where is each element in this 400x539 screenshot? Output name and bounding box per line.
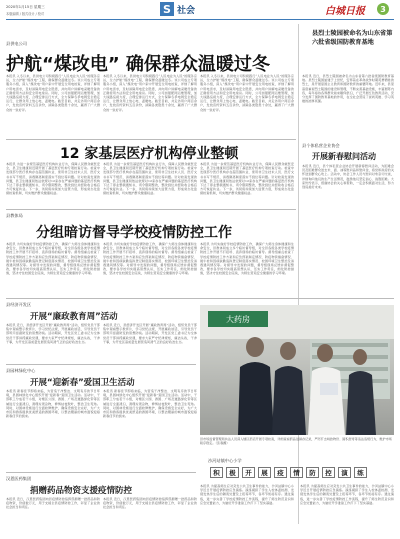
- article1-kicker: 县供电公司: [6, 41, 27, 46]
- banner-char: 演: [338, 467, 351, 478]
- article4-kicker: 县经济开发区: [6, 302, 32, 307]
- banner-char: 控: [322, 467, 335, 478]
- banner-char: 积: [210, 467, 223, 478]
- banner-char: 疫: [274, 467, 287, 478]
- sidebar2-headline: 开展新春慰问活动: [312, 152, 376, 161]
- section-letter: S: [160, 2, 174, 16]
- article1-headline: 护航“煤改电” 确保群众温暖过冬: [6, 54, 270, 75]
- article6-body-col1: 本报讯 近日，汉恩医药集团向县疫情防控指挥部捐赠一批药品和防疫物资，价值数万元，用于支援全县疫情防控工作，彰显了企业的社会担当和责任。: [6, 497, 100, 510]
- article2-body-col2: 本报讯 为进一步规范基层医疗机构执业行为，保障人民群众就医安全，县卫生健康局近期开展了基层医疗机构专项检查行动。检查中发现部分医疗机构存在超范围执业、使用非卫生技术人员、医疗文书书写不规范、消毒隔离制度落实不到位等问题。针对检查发现的问题，县卫生健康局依法依规对12家存在严重问题的基层医疗机构下达了停业整顿通知书，责令限期整改，整改到位并经验收合格后方可恢复执业。下一步，该局将持续加大监管力度，形成常态化监督检查机制，切实维护群众健康权益。: [103, 162, 197, 196]
- article2-body-col3: 本报讯 为进一步规范基层医疗机构执业行为，保障人民群众就医安全，县卫生健康局近期开展了基层医疗机构专项检查行动。检查中发现部分医疗机构存在超范围执业、使用非卫生技术人员、医疗文书书写不规范、消毒隔离制度落实不到位等问题。针对检查发现的问题，县卫生健康局依法依规对12家存在严重问题的基层医疗机构下达了停业整顿通知书，责令限期整改，整改到位并经验收合格后方可恢复执业。下一步，该局将持续加大监管力度，形成常态化监督检查机制，切实维护群众健康权益。: [200, 162, 294, 196]
- news-photo: [200, 305, 394, 435]
- article5-body-col2: 本报讯 新春佳节即将来临，为营造干净整洁、文明有序的节日环境，县园林绿化中心组织开展“迎新春”爱国卫生活动。活动中，干部职工分成若干小组，对辖区公园、游园、广场及道路绿化带等区域进行全面清扫，清理垃圾杂物，修剪枯枝败叶，整治卫生死角。同时，对园林设施进行全面检修维护，确保设施安全完好，为广大市民和游客提供优美舒适的游园环境，以整洁靓丽的城市面貌迎接新春佳节的到来。: [103, 389, 197, 419]
- article6-headline: 捐赠药品物资支援疫情防控: [30, 486, 133, 496]
- pharmacy-sign-text: 大药房: [226, 315, 250, 324]
- article4-body-col2: 本报讯 近日，县经济开发区开展“廉政教育周”活动，组织党员干部集中观看警示教育片，学习党纪法规，开展廉政谈话，引导党员干部筑牢拒腐防变的思想防线。活动期间，开发区党工委书记为全体党员干部讲授廉政党课，要求大家严守纪律规矩，廉洁从政，干净干事，为开发区高质量发展营造风清气正的良好政治生态。: [103, 323, 197, 344]
- article7-body-col2: 本报讯 为提高师生应对突发公共卫生事件的能力，沙河站镇中心小学近日开展疫情防控应急演练。演练模拟了学生入校体温检测、发现发热学生后的隔离处置及上报等环节，各环节衔接有序。通过演练，进一步完善了学校疫情防控工作流程，提升了师生防范意识和应急处置能力，为做好开学准备工作打下了坚实基础。: [300, 484, 394, 505]
- article3-kicker: 县教体局: [6, 213, 23, 218]
- banner-char: 极: [226, 467, 239, 478]
- banner-char: 展: [258, 467, 271, 478]
- article1-body-col2: 本报讯 入冬以来，县供电公司积极践行“人民电业为人民”的服务宗旨，全力护航“煤改电”工程，确保群众温暖过冬。该公司成立专项服务小组，深入“煤改电”用户家中开展安全用电检查，详细了解用户用电需求，及时消除用电安全隐患，并向用户讲解电采暖设备的正确使用方法和安全用电常识。同时，公司加强配网运维管理，加大线路巡视力度，合理安排运行方式，全力保障冬季电网安全稳定运行，让群众用上放心电、温暖电。截至目前，共走访用户两百余户，发放宣传资料五百余份，消除各类隐患十余处，赢得了广大群众的一致好评。: [103, 74, 197, 112]
- section-rule: [6, 298, 394, 299]
- article2-body-col1: 本报讯 为进一步规范基层医疗机构执业行为，保障人民群众就医安全，县卫生健康局近期开展了基层医疗机构专项检查行动。检查中发现部分医疗机构存在超范围执业、使用非卫生技术人员、医疗文书书写不规范、消毒隔离制度落实不到位等问题。针对检查发现的问题，县卫生健康局依法依规对12家存在严重问题的基层医疗机构下达了停业整顿通知书，责令限期整改，整改到位并经验收合格后方可恢复执业。下一步，该局将持续加大监管力度，形成常态化监督检查机制，切实维护群众健康权益。: [6, 162, 100, 196]
- article6-kicker: 汉恩医药集团: [6, 476, 32, 481]
- article6-body-col2: 本报讯 近日，汉恩医药集团向县疫情防控指挥部捐赠一批药品和防疫物资，价值数万元，用于支援全县疫情防控工作，彰显了企业的社会担当和责任。: [103, 497, 197, 510]
- page-number: 3: [377, 3, 389, 15]
- article5-headline: 开展“迎新春”爱国卫生活动: [30, 378, 135, 388]
- article4-headline: 开展“廉政教育周”活动: [30, 312, 118, 322]
- banner-char: 练: [354, 467, 367, 478]
- section-rule: [6, 364, 196, 365]
- article7-body-col1: 本报讯 为提高师生应对突发公共卫生事件的能力，沙河站镇中心小学近日开展疫情防控应急演练。演练模拟了学生入校体温检测、发现发热学生后的隔离处置及上报等环节，各环节衔接有序。通过演练，进一步完善了学校疫情防控工作流程，提升了师生防范意识和应急处置能力，为做好开学准备工作打下了坚实基础。: [200, 484, 294, 505]
- article3-body-col3: 本报讯 为切实做好学校疫情防控工作，确保广大师生身体健康和生命安全，县教体局成立多个暗访督导组，对全县各级各类学校疫情防控工作开展不打招呼、直奔现场的暗访督导。督导组重点检查了学校疫情防控工作方案和应急预案制定情况、防疫物资储备情况、晨午检和因病缺勤追踪登记制度落实情况、校园环境卫生整治及消毒通风情况等。对督导中发现的问题，督导组现场反馈并督促整改，要求各学校切实提高思想认识，压实工作责任，细化防控措施，坚决守住校园安全底线，为师生营造安全健康的学习环境。: [200, 242, 294, 276]
- section-rule: [6, 139, 296, 140]
- masthead-rule: [6, 19, 394, 20]
- section-rule: [6, 209, 296, 210]
- article3-headline: 分组暗访督导学校疫情防控工作: [36, 225, 232, 241]
- masthead-editors: 本版编辑 / 版式设计 / 校对: [6, 12, 45, 16]
- article7-headline-banner: [210, 467, 367, 478]
- sidebar2-body: 本报讯 近日，县个体私营企业协会开展新春慰问活动，为困难会员及困难群众送去米、面、油等慰问品和慰问金，将党和政府的关怀送到群众心坎上。活动中，协会工作人员与慰问对象亲切交谈，详细询问他们的生产生活情况，鼓励他们坚定信心、战胜困难。大家纷纷表示，感谢协会的关心和帮助，一定会积极面对生活，努力创造美好未来。: [302, 164, 394, 190]
- article4-body-col1: 本报讯 近日，县经济开发区开展“廉政教育周”活动，组织党员干部集中观看警示教育片，学习党纪法规，开展廉政谈话，引导党员干部筑牢拒腐防变的思想防线。活动期间，开发区党工委书记为全体党员干部讲授廉政党课，要求大家严守纪律规矩，廉洁从政，干净干事，为开发区高质量发展营造风清气正的良好政治生态。: [6, 323, 100, 344]
- article5-body-col1: 本报讯 新春佳节即将来临，为营造干净整洁、文明有序的节日环境，县园林绿化中心组织开展“迎新春”爱国卫生活动。活动中，干部职工分成若干小组，对辖区公园、游园、广场及道路绿化带等区域进行全面清扫，清理垃圾杂物，修剪枯枝败叶，整治卫生死角。同时，对园林设施进行全面检修维护，确保设施安全完好，为广大市民和游客提供优美舒适的游园环境，以整洁靓丽的城市面貌迎接新春佳节的到来。: [6, 389, 100, 419]
- article2-headline: 12 家基层医疗机构停业整顿: [60, 146, 239, 162]
- sidebar2-kicker: 县个体私营企业协会: [302, 143, 340, 148]
- photo-caption: 县市场监督管理局执法人员深入辖区药店开展专项检查，详细查看药品进销存记录，严厉打击哄抬物价、囤积居奇等违法违规行为，维护市场秩序稳定。（张春摄）: [200, 437, 392, 446]
- pharmacy-inspection-photo: [200, 305, 394, 435]
- article3-body-col1: 本报讯 为切实做好学校疫情防控工作，确保广大师生身体健康和生命安全，县教体局成立多个暗访督导组，对全县各级各类学校疫情防控工作开展不打招呼、直奔现场的暗访督导。督导组重点检查了学校疫情防控工作方案和应急预案制定情况、防疫物资储备情况、晨午检和因病缺勤追踪登记制度落实情况、校园环境卫生整治及消毒通风情况等。对督导中发现的问题，督导组现场反馈并督促整改，要求各学校切实提高思想认识，压实工作责任，细化防控措施，坚决守住校园安全底线，为师生营造安全健康的学习环境。: [6, 242, 100, 276]
- article7-kicker: 沙河站镇中心小学: [208, 458, 242, 463]
- article5-kicker: 县园林绿化中心: [6, 368, 36, 373]
- article1-body-col1: 本报讯 入冬以来，县供电公司积极践行“人民电业为人民”的服务宗旨，全力护航“煤改电”工程，确保群众温暖过冬。该公司成立专项服务小组，深入“煤改电”用户家中开展安全用电检查，详细了解用户用电需求，及时消除用电安全隐患，并向用户讲解电采暖设备的正确使用方法和安全用电常识。同时，公司加强配网运维管理，加大线路巡视力度，合理安排运行方式，全力保障冬季电网安全稳定运行，让群众用上放心电、温暖电。截至目前，共走访用户两百余户，发放宣传资料五百余份，消除各类隐患十余处，赢得了广大群众的一致好评。: [6, 74, 100, 112]
- section-name: 社会: [177, 5, 196, 16]
- banner-char: 开: [242, 467, 255, 478]
- masthead-date: 2020年1月15日 星期三: [6, 5, 45, 9]
- banner-char: 情: [290, 467, 303, 478]
- sidebar1-headline: 县烈士陵园被命名为山东省第六批省级国防教育基地: [312, 30, 393, 46]
- article1-body-col3: 本报讯 入冬以来，县供电公司积极践行“人民电业为人民”的服务宗旨，全力护航“煤改电”工程，确保群众温暖过冬。该公司成立专项服务小组，深入“煤改电”用户家中开展安全用电检查，详细了解用户用电需求，及时消除用电安全隐患，并向用户讲解电采暖设备的正确使用方法和安全用电常识。同时，公司加强配网运维管理，加大线路巡视力度，合理安排运行方式，全力保障冬季电网安全稳定运行，让群众用上放心电、温暖电。截至目前，共走访用户两百余户，发放宣传资料五百余份，消除各类隐患十余处，赢得了广大群众的一致好评。: [200, 74, 294, 112]
- paper-name: 白城日报: [325, 6, 365, 17]
- section-logo: [160, 2, 195, 16]
- article3-body-col2: 本报讯 为切实做好学校疫情防控工作，确保广大师生身体健康和生命安全，县教体局成立多个暗访督导组，对全县各级各类学校疫情防控工作开展不打招呼、直奔现场的暗访督导。督导组重点检查了学校疫情防控工作方案和应急预案制定情况、防疫物资储备情况、晨午检和因病缺勤追踪登记制度落实情况、校园环境卫生整治及消毒通风情况等。对督导中发现的问题，督导组现场反馈并督促整改，要求各学校切实提高思想认识，压实工作责任，细化防控措施，坚决守住校园安全底线，为师生营造安全健康的学习环境。: [103, 242, 197, 276]
- banner-char: 防: [306, 467, 319, 478]
- section-rule: [6, 472, 196, 473]
- sidebar1-body: 本报讯 近日，县烈士陵园被命名为山东省第六批省级国防教育基地。县烈士陵园始建于上世纪，安葬着在革命战争时期英勇牺牲的烈士，是开展爱国主义教育和国防教育的重要阵地。近年来，县里高度重视烈士陵园的建设和管理，不断完善基础设施，丰富展陈内容，每年接待各界群众前来瞻仰祭扫，广泛开展红色教育活动，充分发挥了国防教育基地的作用，在全社会营造了崇尚英雄、学习英雄的浓厚氛围。: [302, 74, 394, 104]
